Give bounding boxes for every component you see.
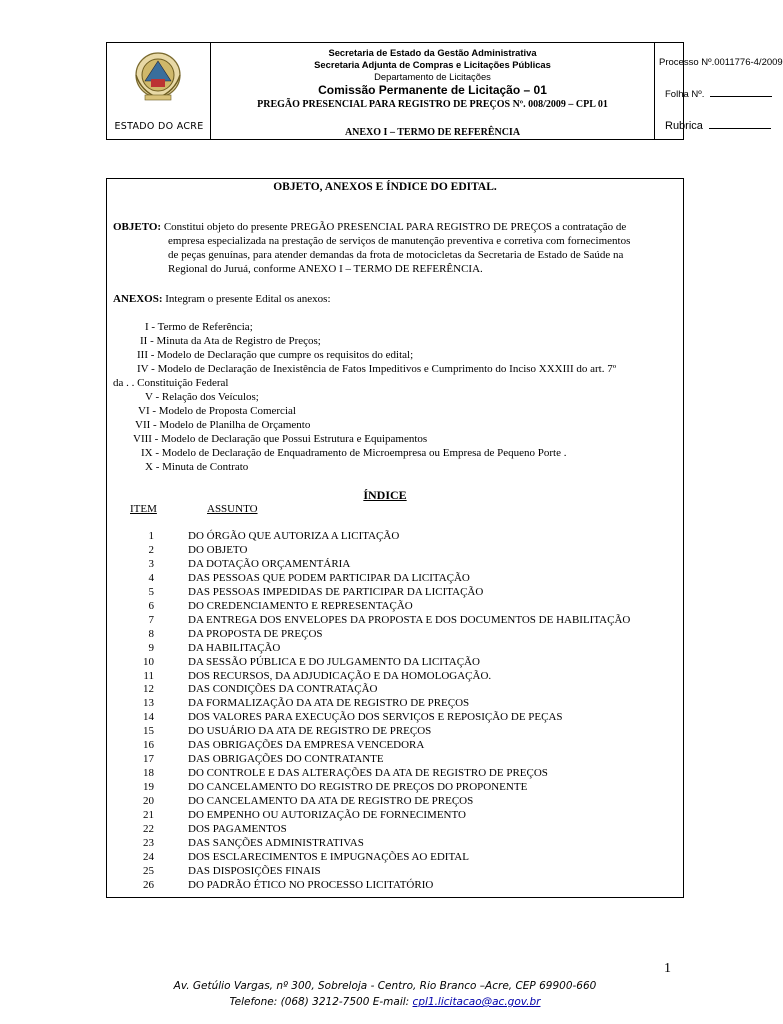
footer-address: Av. Getúlio Vargas, nº 300, Sobreloja - Centro, Rio Branco –Acre, CEP 69900-660	[173, 980, 597, 992]
objeto-paragraph	[113, 221, 677, 277]
indice-item-subject: DAS CONDIÇÕES DA CONTRATAÇÃO	[188, 683, 378, 696]
anexos-label: ANEXOS:	[113, 293, 163, 305]
indice-item-number: 4	[148, 571, 154, 584]
indice-col-item: ITEM	[130, 503, 157, 515]
indice-item-subject: DOS PAGAMENTOS	[188, 822, 287, 835]
objeto-line-3: de peças genuínas, para atender demandas da frota de motocicletas da Secretaria de Estado de Saúde na	[168, 248, 624, 261]
anexos-intro	[113, 293, 331, 307]
objeto-line-2: empresa especializada na prestação de serviços de manutenção preventiva e corretiva com fornecimentos	[168, 234, 631, 247]
indice-item-subject: DAS OBRIGAÇÕES DA EMPRESA VENCEDORA	[188, 739, 425, 752]
indice-item-number: 24	[143, 850, 154, 863]
indice-item-number: 11	[143, 669, 154, 682]
header-process-cell	[655, 43, 783, 139]
annex-item: IV - Modelo de Declaração de Inexistência de Fatos Impeditivos e Cumprimento do Inciso XXXIII do art. 7º	[137, 363, 617, 375]
annex-item: X - Minuta de Contrato	[145, 461, 249, 473]
indice-item-number: 18	[143, 767, 154, 780]
indice-item-number: 1	[148, 530, 154, 542]
indice-item-number: 3	[148, 557, 154, 570]
rubrica-label: Rubrica	[665, 120, 703, 132]
indice-item-subject: DOS RECURSOS, DA ADJUDICAÇÃO E DA HOMOLOGAÇÃO.	[188, 669, 492, 682]
indice-item-number: 22	[143, 822, 154, 835]
indice-item-number: 23	[143, 836, 154, 849]
indice-item-number: 8	[148, 627, 154, 640]
footer-contact	[0, 996, 770, 1008]
footer-email-link[interactable]: cpl1.licitacao@ac.gov.br	[412, 996, 541, 1008]
indice-item-number: 6	[148, 599, 154, 612]
indice-item-number: 25	[143, 864, 154, 877]
anexo-line: ANEXO I – TERMO DE REFERÊNCIA	[344, 127, 521, 138]
indice-item-number: 19	[143, 781, 154, 794]
footer-phone: Telefone: (068) 3212-7500 E-mail:	[229, 996, 410, 1008]
objeto-line-1: Constitui objeto do presente PREGÃO PRESENCIAL PARA REGISTRO DE PREÇOS a contratação de	[163, 221, 627, 233]
indice-item-number: 20	[143, 795, 154, 808]
indice-item-number: 7	[148, 613, 154, 626]
indice-item-subject: DAS OBRIGAÇÕES DO CONTRATANTE	[188, 753, 384, 766]
indice-item-subject: DA ENTREGA DOS ENVELOPES DA PROPOSTA E DOS DOCUMENTOS DE HABILITAÇÃO	[188, 613, 631, 626]
annex-item: VIII - Modelo de Declaração que Possui Estrutura e Equipamentos	[133, 433, 428, 445]
rubrica-blank	[709, 119, 771, 129]
pregao-line: PREGÃO PRESENCIAL PARA REGISTRO DE PREÇOS Nº. 008/2009 – CPL 01	[257, 99, 608, 110]
indice-item-subject: DO CANCELAMENTO DO REGISTRO DE PREÇOS DO PROPONENTE	[188, 781, 528, 794]
indice-item-number: 14	[143, 711, 154, 724]
anexos-intro-text: Integram o presente Edital os anexos:	[165, 293, 331, 305]
header-title-cell	[211, 43, 655, 139]
indice-item-subject: DOS VALORES PARA EXECUÇÃO DOS SERVIÇOS E REPOSIÇÃO DE PEÇAS	[188, 711, 563, 724]
document-header	[106, 42, 783, 140]
indice-item-number: 15	[143, 725, 154, 738]
annex-item: IX - Modelo de Declaração de Enquadramento de Microempresa ou Empresa de Pequeno Porte .	[141, 447, 567, 459]
indice-item-subject: DAS PESSOAS QUE PODEM PARTICIPAR DA LICITAÇÃO	[188, 571, 470, 584]
indice-title: ÍNDICE	[363, 488, 407, 502]
annex-item: III - Modelo de Declaração que cumpre os requisitos do edital;	[137, 349, 414, 361]
indice-item-subject: DAS SANÇÕES ADMINISTRATIVAS	[188, 836, 364, 849]
indice-item-number: 12	[143, 683, 154, 696]
indice-item-number: 10	[143, 655, 154, 668]
indice-item-subject: DAS PESSOAS IMPEDIDAS DE PARTICIPAR DA LICITAÇÃO	[188, 585, 484, 598]
indice-item-subject: DO USUÁRIO DA ATA DE REGISTRO DE PREÇOS	[188, 725, 432, 738]
folha-label: Folha Nº.	[665, 89, 705, 100]
indice-item-subject: DAS DISPOSIÇÕES FINAIS	[188, 864, 321, 877]
annex-item: II - Minuta da Ata de Registro de Preços;	[140, 335, 321, 347]
departamento-line: Departamento de Licitações	[374, 71, 491, 82]
section-title: OBJETO, ANEXOS E ÍNDICE DO EDITAL.	[273, 181, 497, 193]
indice-item-number: 17	[143, 753, 154, 766]
annex-item: VII - Modelo de Planilha de Orçamento	[135, 419, 311, 431]
indice-item-subject: DO OBJETO	[188, 543, 248, 556]
indice-item-subject: DO EMPENHO OU AUTORIZAÇÃO DE FORNECIMENTO	[188, 809, 466, 821]
indice-item-subject: DO CONTROLE E DAS ALTERAÇÕES DA ATA DE REGISTRO DE PREÇOS	[188, 767, 548, 780]
indice-item-subject: DO PADRÃO ÉTICO NO PROCESSO LICITATÓRIO	[188, 878, 434, 891]
process-number: Processo Nº.0011776-4/2009	[659, 57, 783, 68]
indice-item-number: 13	[143, 697, 154, 710]
objeto-line-4: Regional do Juruá, conforme ANEXO I – TERMO DE REFERÊNCIA.	[168, 262, 483, 275]
indice-item-subject: DA PROPOSTA DE PREÇOS	[188, 627, 323, 640]
indice-item-subject: DO CREDENCIAMENTO E REPRESENTAÇÃO	[188, 599, 413, 612]
objeto-label: OBJETO:	[113, 221, 162, 233]
commission-line: Comissão Permanente de Licitação – 01	[318, 83, 547, 97]
indice-item-number: 2	[148, 543, 154, 556]
indice-col-assunto: ASSUNTO	[207, 503, 258, 515]
indice-item-subject: DOS ESCLARECIMENTOS E IMPUGNAÇÕES AO EDITAL	[188, 850, 469, 863]
indice-item-subject: DA SESSÃO PÚBLICA E DO JULGAMENTO DA LICITAÇÃO	[188, 655, 480, 668]
state-seal-icon	[133, 51, 183, 103]
indice-item-subject: DO ÓRGÃO QUE AUTORIZA A LICITAÇÃO	[188, 530, 400, 542]
indice-item-number: 16	[143, 739, 154, 752]
indice-item-number: 9	[148, 641, 154, 654]
rubrica-field	[665, 119, 771, 132]
indice-item-subject: DA FORMALIZAÇÃO DA ATA DE REGISTRO DE PREÇOS	[188, 697, 470, 710]
folha-blank	[710, 87, 772, 97]
annex-item: I - Termo de Referência;	[145, 321, 253, 333]
annex-item: V - Relação dos Veículos;	[145, 391, 259, 403]
secretaria-line: Secretaria de Estado da Gestão Administrativa	[328, 47, 537, 58]
estado-label: ESTADO DO ACRE	[114, 121, 204, 132]
indice-item-number: 26	[143, 878, 154, 891]
indice-item-number: 21	[143, 809, 154, 821]
annex-item: VI - Modelo de Proposta Comercial	[138, 405, 296, 417]
folha-field	[665, 87, 772, 100]
secretaria-adjunta-line: Secretaria Adjunta de Compras e Licitações Públicas	[314, 59, 551, 70]
annex-item: da . . Constituição Federal	[113, 377, 229, 389]
indice-item-subject: DO CANCELAMENTO DA ATA DE REGISTRO DE PREÇOS	[188, 795, 474, 808]
indice-item-subject: DA HABILITAÇÃO	[188, 641, 281, 654]
indice-item-subject: DA DOTAÇÃO ORÇAMENTÁRIA	[188, 557, 351, 570]
page-number: 1	[664, 961, 671, 976]
header-logo-cell	[107, 43, 211, 139]
indice-item-number: 5	[148, 585, 154, 598]
